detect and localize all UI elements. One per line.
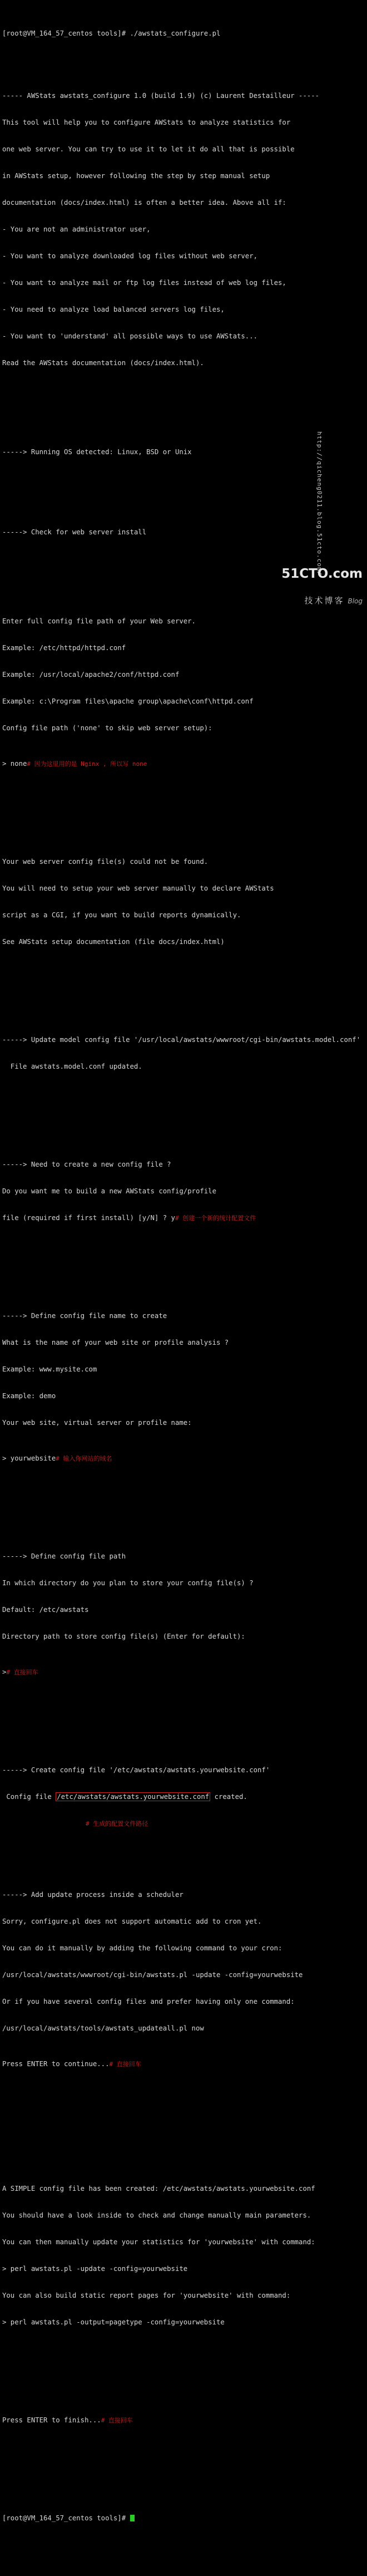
terminal-blank — [2, 421, 365, 430]
terminal-line: See AWStats setup documentation (file docs/index.html) — [2, 938, 225, 946]
terminal-blank — [2, 2451, 365, 2460]
terminal-blank — [2, 1249, 365, 1258]
terminal-line: - You want to analyze downloaded log files without web server, — [2, 252, 258, 260]
terminal-blank — [2, 2095, 365, 2104]
terminal-line: - You are not an administrator user, — [2, 225, 151, 233]
terminal-line: > perl awstats.pl -output=pagetype -config=yourwebsite — [2, 2318, 225, 2326]
terminal-line: This tool will help you to configure AWStats to analyze statistics for — [2, 119, 291, 126]
terminal-line: You can also build static report pages for 'yourwebsite' with command: — [2, 2292, 291, 2299]
terminal-line: A SIMPLE config file has been created: /etc/awstats/awstats.yourwebsite.conf — [2, 2185, 315, 2192]
input-site-value: > yourwebsite — [2, 1454, 56, 1462]
watermark-logo-sub: 技术博客 — [304, 596, 345, 606]
terminal-line: [root@VM_164_57_centos tools]# ./awstats_configure.pl — [2, 30, 221, 37]
terminal-line: /usr/local/awstats/wwwroot/cgi-bin/awstats.pl -update -config=yourwebsite — [2, 1971, 303, 1979]
terminal-line: You will need to setup your web server manually to declare AWStats — [2, 884, 274, 892]
terminal-blank — [2, 474, 365, 483]
terminal-line: Enter full config file path of your Web server. — [2, 617, 196, 625]
terminal-line: > perl awstats.pl -update -config=yourwebsite — [2, 2265, 188, 2273]
terminal-input-line-none[interactable] — [2, 759, 365, 768]
annotation-press-enter-continue: # 直接回车 — [109, 2061, 141, 2068]
terminal-line: in AWStats setup, however following the step by step manual setup — [2, 172, 270, 180]
prompt-bottom-text: [root@VM_164_57_centos tools]# — [2, 2514, 126, 2522]
watermark-logo-blog: Blog — [348, 597, 363, 605]
watermark-url: http://qicheng0211.blog.51cto.com/ — [316, 431, 323, 576]
terminal-line: one web server. You can try to use it to let it do all that is possible — [2, 145, 295, 153]
terminal-prompt-bottom[interactable] — [2, 2514, 365, 2523]
terminal-line: Read the AWStats documentation (docs/index.html). — [2, 359, 204, 367]
terminal-line: You can do it manually by adding the following command to your cron: — [2, 1944, 282, 1952]
annotation-yes: # 创建一个新的统计配置文件 — [175, 1215, 256, 1222]
annotation-none: # 因为这里用的是 Nginx , 所以写 none — [27, 760, 147, 768]
terminal-line: You can then manually update your statistics for 'yourwebsite' with command: — [2, 2238, 315, 2246]
terminal-line: -----> Define config file name to create — [2, 1312, 167, 1320]
terminal-line: Sorry, configure.pl does not support automatic add to cron yet. — [2, 1918, 262, 1925]
terminal-line: File awstats.model.conf updated. — [2, 1063, 142, 1070]
terminal-input-line-path[interactable] — [2, 1668, 365, 1677]
terminal-blank — [2, 1489, 365, 1498]
input-path-value: > — [2, 1668, 7, 1676]
terminal-line: Example: c:\Program files\apache group\apache\conf\httpd.conf — [2, 697, 254, 705]
terminal-line: Or if you have several config files and prefer having only one command: — [2, 1998, 295, 2005]
terminal-line: In which directory do you plan to store your config file(s) ? — [2, 1579, 254, 1587]
terminal-blank — [2, 822, 365, 830]
terminal-line: -----> Need to create a new config file ? — [2, 1161, 171, 1168]
terminal-blank — [2, 1276, 365, 1285]
terminal-press-enter-continue[interactable] — [2, 2059, 365, 2068]
terminal-line: Your web site, virtual server or profile name: — [2, 1419, 192, 1427]
terminal-blank — [2, 795, 365, 804]
terminal-line: Example: /etc/httpd/httpd.conf — [2, 644, 126, 652]
annotation-site: # 输入你网站的域名 — [56, 1455, 112, 1462]
terminal-blank — [2, 2380, 365, 2389]
config-file-prefix: Config file — [2, 1793, 56, 1801]
terminal-line: Do you want me to build a new AWStats config/profile — [2, 1187, 216, 1195]
terminal-blank — [2, 1703, 365, 1712]
annotation-config-file: # 生成的配置文件路径 — [86, 1820, 148, 1827]
terminal-line: - You need to analyze load balanced servers log files, — [2, 306, 225, 313]
terminal-blank — [2, 56, 365, 65]
press-enter-continue-text: Press ENTER to continue... — [2, 2060, 110, 2068]
terminal-line: Example: /usr/local/apache2/conf/httpd.conf — [2, 671, 180, 679]
terminal-line: Default: /etc/awstats — [2, 1606, 89, 1614]
terminal-input-line-yes[interactable] — [2, 1213, 365, 1222]
terminal-line: -----> Running OS detected: Linux, BSD or Unix — [2, 448, 192, 456]
terminal-line: /usr/local/awstats/tools/awstats_updateall.pl now — [2, 2024, 204, 2032]
input-none-value: > none — [2, 760, 27, 768]
watermark-logo — [281, 552, 363, 623]
terminal-line: -----> Create config file '/etc/awstats/awstats.yourwebsite.conf' — [2, 1766, 270, 1774]
terminal-line: - You want to 'understand' all possible ways to use AWStats... — [2, 332, 258, 340]
terminal-line: - You want to analyze mail or ftp log files instead of web log files, — [2, 279, 286, 287]
terminal-blank — [2, 1098, 365, 1107]
terminal-blank — [2, 2122, 365, 2131]
terminal-blank — [2, 2149, 365, 2157]
terminal-blank — [2, 1855, 365, 1864]
terminal-blank — [2, 1124, 365, 1133]
terminal-line: script as a CGI, if you want to build reports dynamically. — [2, 911, 241, 919]
terminal-cursor — [130, 2515, 135, 2521]
terminal-line: Example: demo — [2, 1392, 56, 1400]
terminal-line: documentation (docs/index.html) is often a better idea. Above all if: — [2, 199, 286, 207]
terminal-blank — [2, 1000, 365, 1009]
terminal-config-file-line — [2, 1792, 365, 1801]
terminal-blank — [2, 973, 365, 982]
annotation-path: # 直接回车 — [6, 1669, 38, 1676]
terminal-press-enter-finish[interactable] — [2, 2416, 365, 2425]
terminal-line: -----> Add update process inside a scheduler — [2, 1891, 184, 1899]
terminal-line: You should have a look inside to check and change manually main parameters. — [2, 2211, 311, 2219]
terminal-line: Your web server config file(s) could not be found. — [2, 858, 209, 866]
terminal-blank — [2, 1516, 365, 1525]
press-enter-finish-text: Press ENTER to finish... — [2, 2416, 101, 2424]
terminal-line: What is the name of your web site or profile analysis ? — [2, 1339, 229, 1346]
terminal-blank — [2, 2353, 365, 2362]
watermark-logo-main: 51CTO.com — [281, 567, 363, 581]
config-file-path-highlight: /etc/awstats/awstats.yourwebsite.conf — [57, 1793, 210, 1801]
terminal-line: -----> Update model config file '/usr/local/awstats/wwwroot/cgi-bin/awstats.model.conf' — [2, 1036, 361, 1044]
terminal-blank — [2, 501, 365, 510]
terminal-blank — [2, 2478, 365, 2487]
terminal-line: Directory path to store config file(s) (Enter for default): — [2, 1633, 245, 1640]
terminal-line: ----- AWStats awstats_configure 1.0 (build 1.9) (c) Laurent Destailleur ----- — [2, 92, 320, 100]
terminal-line: Config file path ('none' to skip web server setup): — [2, 724, 212, 732]
annotation-press-enter-finish: # 直接回车 — [101, 2417, 133, 2424]
terminal-line: -----> Check for web server install — [2, 528, 147, 536]
input-yes-value: file (required if first install) [y/N] ? y — [2, 1214, 175, 1222]
config-file-suffix: created. — [210, 1793, 247, 1801]
terminal-line: Example: www.mysite.com — [2, 1365, 97, 1373]
terminal-blank — [2, 1730, 365, 1739]
terminal-blank — [2, 394, 365, 403]
terminal-line: -----> Define config file path — [2, 1552, 126, 1560]
terminal-input-line-site[interactable] — [2, 1454, 365, 1463]
